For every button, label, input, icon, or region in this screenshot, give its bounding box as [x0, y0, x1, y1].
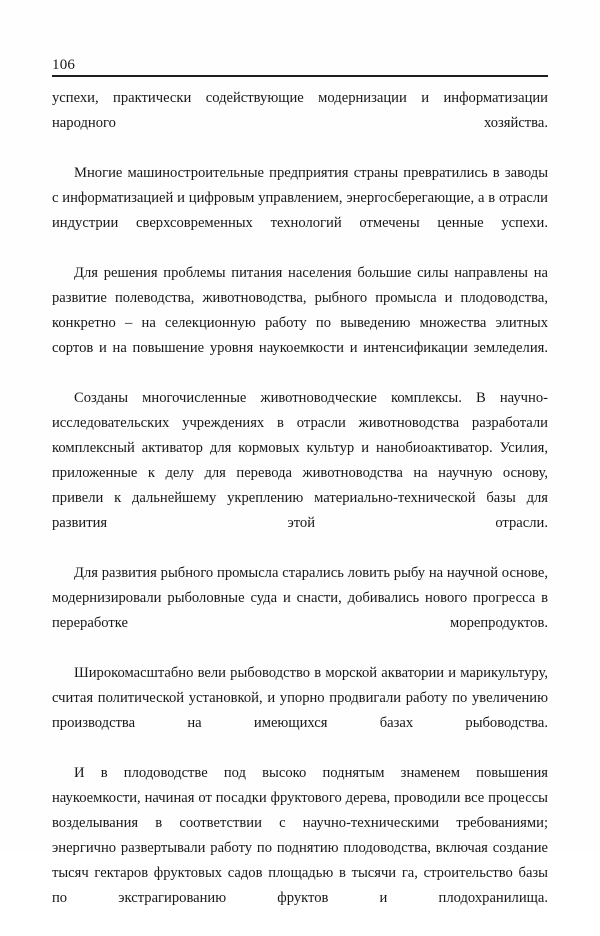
paragraph: И в плодоводстве под высоко поднятым знаменем повышения наукоемкости, начиная от посадки фруктового дерева, проводили все процессы возделывания в соответствии с научно-техническими требованиями; энергично развертывали работу по поднятию плодоводства, включая создание тысяч гектаров фруктовых садов площадью в тысячи га, строительство базы по экстрагированию фруктов и плодохранилища. — [52, 765, 548, 906]
paragraph: Для решения проблемы питания населения большие силы направлены на развитие полеводства, животноводства, рыбного промысла и плодоводства, конкретно – на селекционную работу по выведению множества элитных сортов и на повышение уровня наукоемкости и интенсификации земледелия. — [52, 265, 548, 356]
page-header — [52, 56, 548, 77]
header-rule — [52, 75, 548, 77]
paragraph: Широкомасштабно вели рыбоводство в морской акватории и марикультуру, считая политической установкой, и упорно продвигали работу по увеличению производства на имеющихся базах рыбоводства. — [52, 665, 548, 731]
paragraph: Для развития рыбного промысла старались ловить рыбу на научной основе, модернизировали рыболовные суда и снасти, добивались нового прогресса в переработке морепродуктов. — [52, 565, 548, 631]
paragraph: успехи, практически содействующие модернизации и информатизации народного хозяйства. — [52, 90, 548, 131]
paragraph: Созданы многочисленные животноводческие комплексы. В научно-исследовательских учреждениях в отрасли животноводства разработали комплексный активатор для кормовых культур и нанобиоактиватор. Усилия, приложенные к делу для перевода животноводства на научную основу, привели к дальнейшему укреплению материально-технической базы для развития этой отрасли. — [52, 390, 548, 531]
page-number: 106 — [52, 57, 76, 73]
body-text-column — [52, 86, 548, 936]
paragraph: Многие машиностроительные предприятия страны превратились в заводы с информатизацией и цифровым управлением, энергосберегающие, а в отрасли индустрии сверхсовременных технологий отмечены ценные успехи. — [52, 165, 548, 231]
